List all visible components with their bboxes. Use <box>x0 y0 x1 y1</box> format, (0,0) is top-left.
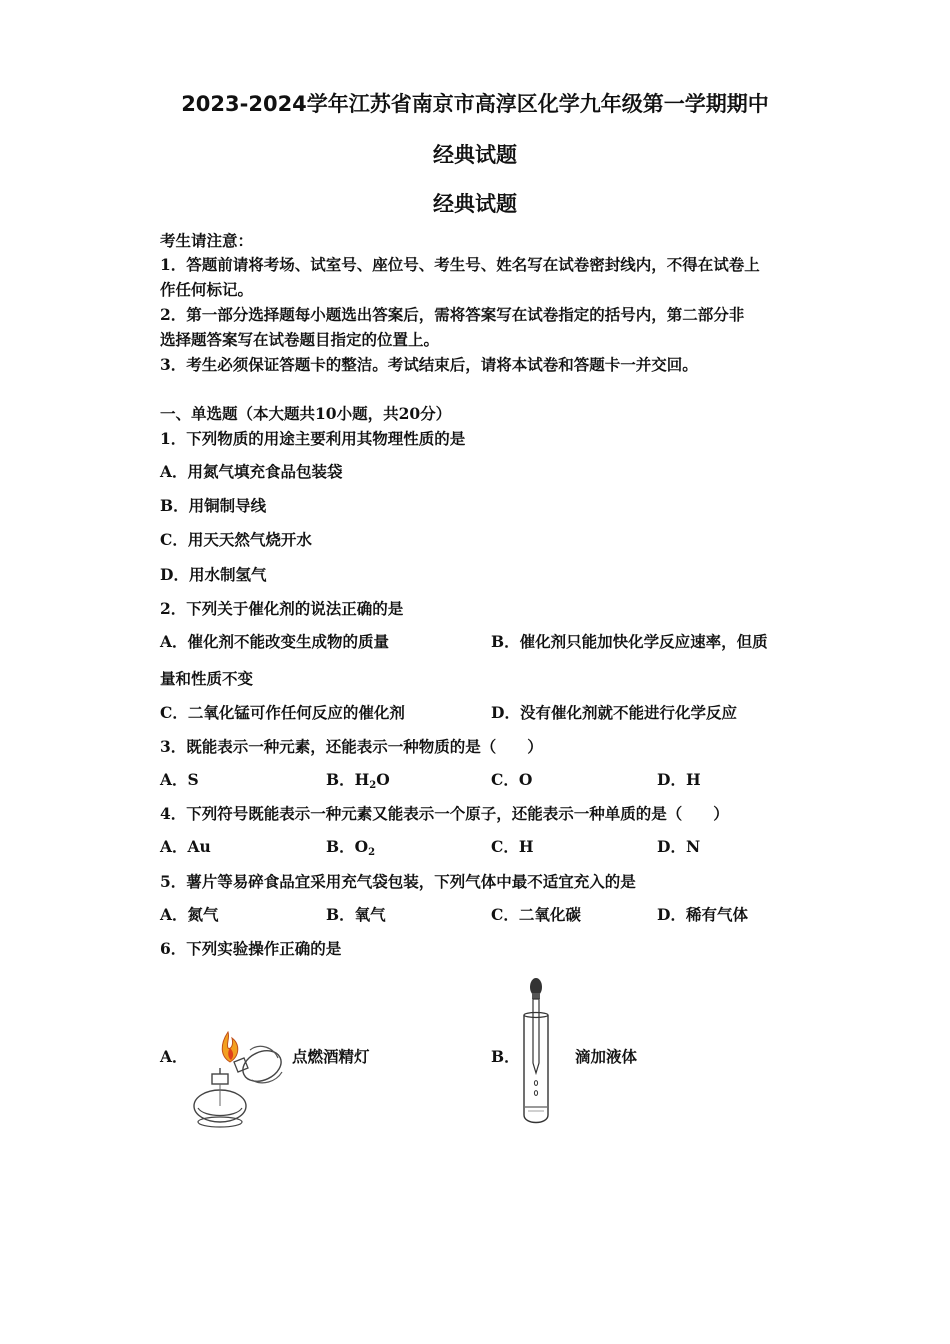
option-a: A．氮气 <box>160 905 219 924</box>
question-stem: 2．下列关于催化剂的说法正确的是 <box>160 599 404 618</box>
subscript: 2 <box>368 847 376 858</box>
notice-item: 1．答题前请将考场、试室号、座位号、考生号、姓名写在试卷密封线内，不得在试卷上 <box>160 255 760 274</box>
option-b: B． <box>491 1047 520 1066</box>
option-c: C．二氧化碳 <box>491 905 581 924</box>
option-a: A． <box>160 1047 188 1066</box>
title-line-1: 2023-2024学年江苏省南京市高淳区化学九年级第一学期期中 <box>181 92 769 116</box>
question-stem: 1．下列物质的用途主要利用其物理性质的是 <box>160 429 466 448</box>
notice-item: 3．考生必须保证答题卡的整洁。考试结束后，请将本试卷和答题卡一并交回。 <box>160 355 698 374</box>
option-d: D．N <box>657 837 701 856</box>
option-b <box>326 835 375 858</box>
option-c: C．二氧化锰可作任何反应的催化剂 <box>160 703 405 722</box>
option-d: D．H <box>657 770 701 789</box>
option-a: A．用氮气填充食品包装袋 <box>160 462 343 481</box>
option-b <box>326 768 390 791</box>
section-heading: 一、单选题（本大题共10小题，共20分） <box>160 404 452 423</box>
option-a: A．Au <box>160 837 211 856</box>
option-b-label: B．O <box>326 837 369 856</box>
option-a: A．催化剂不能改变生成物的质量 <box>160 632 390 651</box>
notice-item: 选择题答案写在试卷题目指定的位置上。 <box>160 330 440 349</box>
option-b: B．用铜制导线 <box>160 496 267 515</box>
question-stem: 3．既能表示一种元素，还能表示一种物质的是（ ） <box>160 737 543 756</box>
option-a-caption: 点燃酒精灯 <box>292 1047 370 1066</box>
option-b-tail: O <box>376 770 390 789</box>
question-stem: 5．薯片等易碎食品宜采用充气袋包装，下列气体中最不适宜充入的是 <box>160 872 636 891</box>
option-b-caption: 滴加液体 <box>575 1047 638 1066</box>
option-b-label: B．H <box>326 770 370 789</box>
subscript: 2 <box>369 780 377 791</box>
alcohol-lamp-illustration <box>190 1022 290 1130</box>
option-c: C．H <box>491 837 534 856</box>
notice-item: 作任何标记。 <box>160 280 254 299</box>
option-a: A．S <box>160 770 199 789</box>
question-stem: 4．下列符号既能表示一种元素又能表示一个原子，还能表示一种单质的是（ ） <box>160 804 729 823</box>
option-d: D．没有催化剂就不能进行化学反应 <box>491 703 737 722</box>
question-stem: 6．下列实验操作正确的是 <box>160 939 342 958</box>
dropper-test-tube-illustration <box>518 975 554 1130</box>
title-line-2: 经典试题 <box>433 143 517 167</box>
option-c: C．用天天然气烧开水 <box>160 530 312 549</box>
option-d: D．用水制氢气 <box>160 565 267 584</box>
option-b-continued: 量和性质不变 <box>160 669 254 688</box>
title-line-3: 经典试题 <box>433 192 517 216</box>
option-b: B．催化剂只能加快化学反应速率，但质 <box>491 632 768 651</box>
notice-heading: 考生请注意： <box>160 231 254 250</box>
notice-item: 2．第一部分选择题每小题选出答案后，需将答案写在试卷指定的括号内，第二部分非 <box>160 305 745 324</box>
option-c: C．O <box>491 770 533 789</box>
option-d: D．稀有气体 <box>657 905 748 924</box>
option-b: B．氧气 <box>326 905 386 924</box>
